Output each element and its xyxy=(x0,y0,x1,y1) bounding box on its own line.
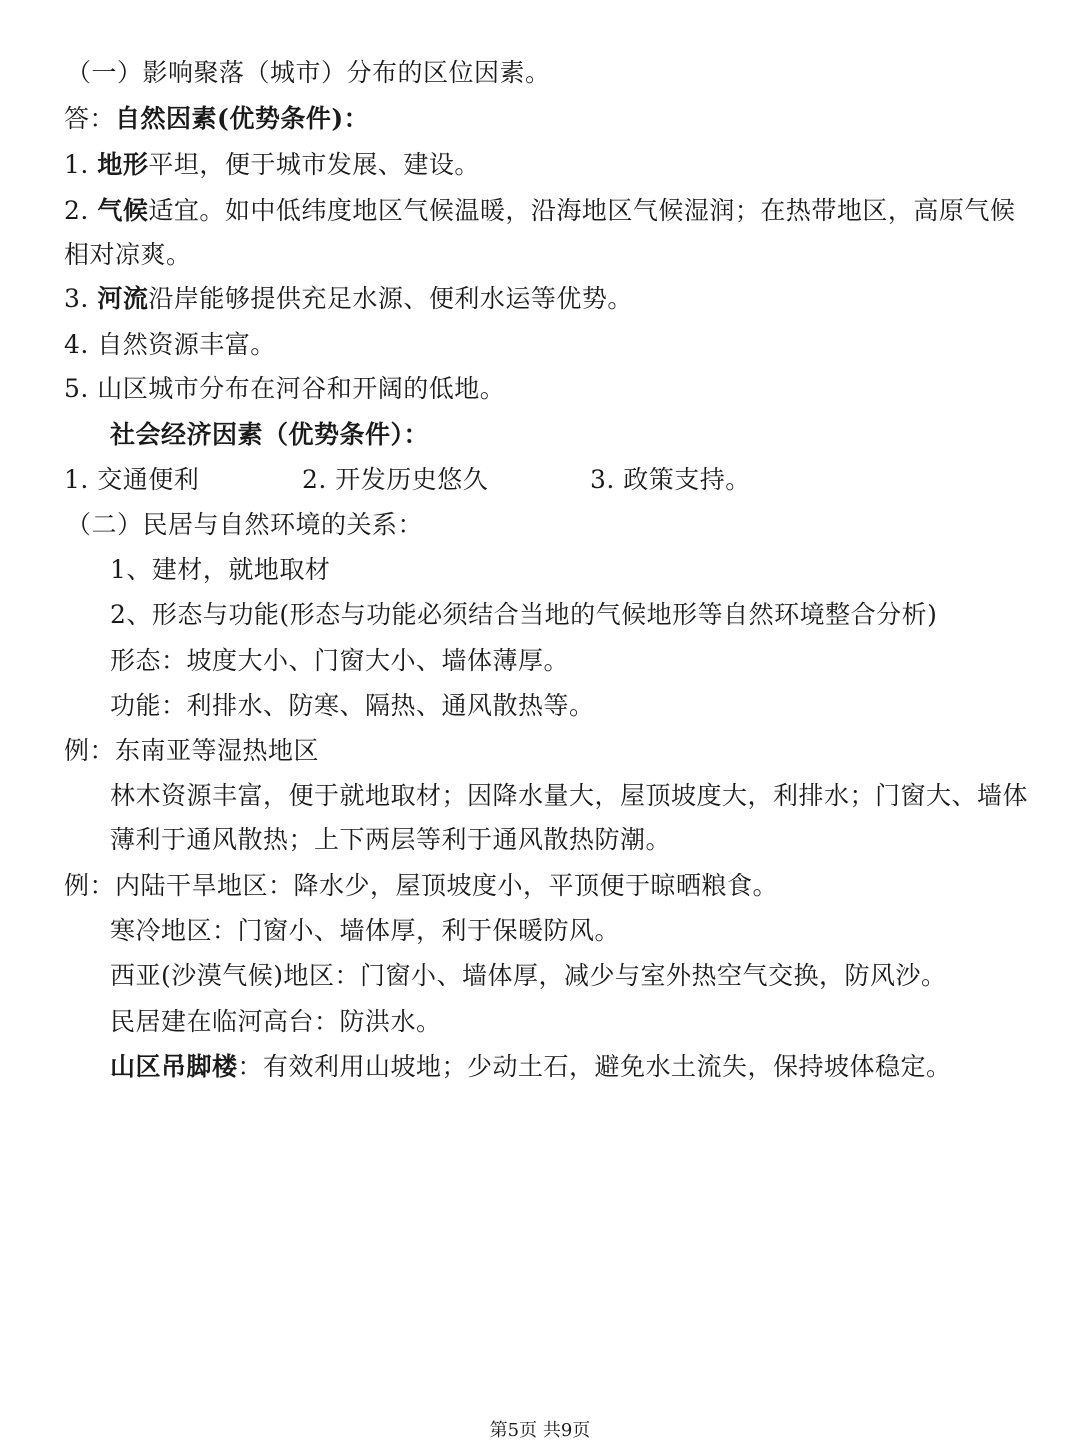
function-point: 功能：利排水、防寒、隔热、通风散热等。 xyxy=(110,691,595,720)
example-1-line-2: 薄利于通风散热；上下两层等利于通风散热防潮。 xyxy=(110,825,672,854)
example-2-line-1: 寒冷地区：门窗小、墙体厚，利于保暖防风。 xyxy=(110,916,621,945)
natural-item-1: 1. 地形平坦，便于城市发展、建设。 xyxy=(64,150,480,179)
example-2-line-3: 民居建在临河高台：防洪水。 xyxy=(110,1007,442,1036)
example-1-line-1: 林木资源丰富，便于就地取材；因降水量大，屋顶坡度大，利排水；门窗大、墙体 xyxy=(110,781,1029,810)
social-item-1: 1. 交通便利 xyxy=(64,465,200,494)
answer-natural-title xyxy=(64,104,369,134)
social-factors-title: 社会经济因素（优势条件）： xyxy=(110,420,430,449)
natural-item-3-keyword: 河流 xyxy=(97,284,149,313)
natural-item-1-keyword: 地形 xyxy=(97,150,149,179)
natural-item-4: 4. 自然资源丰富。 xyxy=(64,330,276,359)
building-material-point: 1、建材，就地取材 xyxy=(110,555,331,584)
form-point: 形态：坡度大小、门窗大小、墙体薄厚。 xyxy=(110,646,570,675)
natural-item-2-continued: 相对凉爽。 xyxy=(64,240,192,269)
form-function-point: 2、形态与功能(形态与功能必须结合当地的气候地形等自然环境整合分析) xyxy=(110,600,938,629)
social-item-3: 3. 政策支持。 xyxy=(590,465,751,494)
stilt-house-keyword: 山区吊脚楼 xyxy=(110,1052,238,1081)
page-number-footer: 第5页 共9页 xyxy=(489,1420,591,1441)
example-2-line-4: 山区吊脚楼：有效利用山坡地；少动土石，避免水土流失，保持坡体稳定。 xyxy=(110,1052,952,1081)
natural-item-2: 2. 气候适宜。如中低纬度地区气候温暖，沿海地区气候湿润；在热带地区，高原气候 xyxy=(64,196,1016,225)
social-item-2: 2. 开发历史悠久 xyxy=(302,465,489,494)
example-2-line-2: 西亚(沙漠气候)地区：门窗小、墙体厚，减少与室外热空气交换，防风沙。 xyxy=(110,961,947,990)
section-2-heading: （二）民居与自然环境的关系： xyxy=(66,510,424,539)
natural-item-2-keyword: 气候 xyxy=(97,196,149,225)
section-1-heading: （一）影响聚落（城市）分布的区位因素。 xyxy=(66,58,551,87)
natural-factors-title: 自然因素(优势条件)： xyxy=(115,104,370,133)
example-2-title: 例：内陆干旱地区：降水少，屋顶坡度小，平顶便于晾晒粮食。 xyxy=(64,871,779,900)
natural-item-3: 3. 河流沿岸能够提供充足水源、便利水运等优势。 xyxy=(64,284,633,313)
answer-prefix: 答： xyxy=(64,104,116,133)
example-1-title: 例：东南亚等湿热地区 xyxy=(64,736,320,765)
natural-item-5: 5. 山区城市分布在河谷和开阔的低地。 xyxy=(64,374,506,403)
